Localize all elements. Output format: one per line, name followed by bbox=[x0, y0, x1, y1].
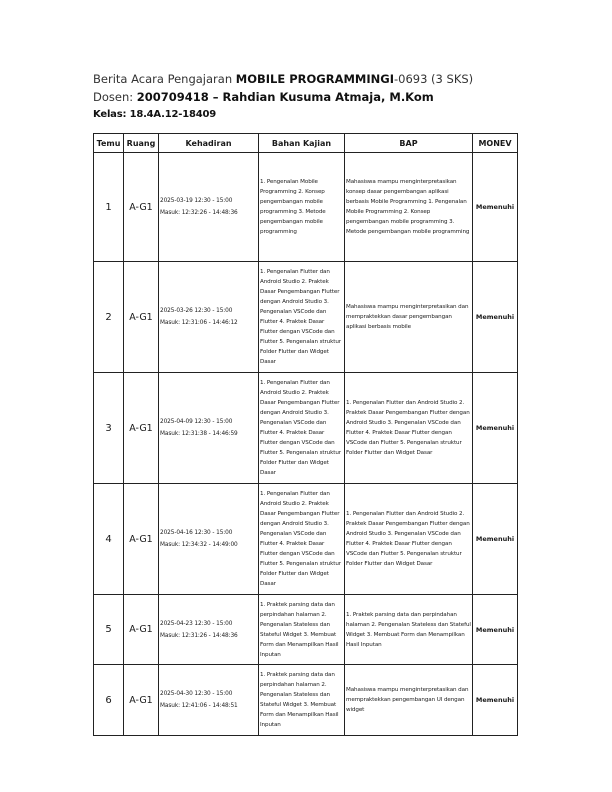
bap-text: Mahasiswa mampu menginterpretasikan dan mempraktekkan dasar pengembangan aplikasi berbasis mobile bbox=[345, 262, 473, 373]
attendance bbox=[159, 262, 259, 373]
bap-text: 1. Pengenalan Flutter dan Android Studio 2. Praktek Dasar Pengembangan Flutter dengan Android Studio 3. Pengenalan VSCode dan Flutter 4. Praktek Dasar Flutter dengan VSCode dan Flutter 5. Pengenalan struktur Folder Flutter dan Widget Dasar bbox=[345, 484, 473, 595]
lecturer-value: 200709418 – Rahdian Kusuma Atmaja, M.Kom bbox=[136, 90, 434, 104]
meeting-number: 4 bbox=[94, 484, 124, 595]
table-row bbox=[94, 262, 518, 373]
check-in-time: Masuk: 12:41:06 - 14:48:51 bbox=[160, 703, 238, 709]
room: A-G1 bbox=[124, 373, 159, 484]
check-in-time: Masuk: 12:31:26 - 14:48:36 bbox=[160, 632, 238, 639]
check-in-time: Masuk: 12:31:38 - 14:46:59 bbox=[160, 431, 238, 437]
schedule-time: 2025-04-16 12:30 - 15:00 bbox=[160, 530, 233, 536]
column-header-temu: Temu bbox=[94, 134, 124, 153]
monev-status: Memenuhi bbox=[473, 153, 518, 262]
room: A-G1 bbox=[124, 484, 159, 595]
study-material: 1. Pengenalan Mobile Programming 2. Konsep pengembangan mobile programming 3. Metode pengembangan mobile programming bbox=[259, 153, 345, 262]
room: A-G1 bbox=[124, 665, 159, 736]
room: A-G1 bbox=[124, 262, 159, 373]
schedule-time: 2025-03-26 12:30 - 15:00 bbox=[160, 308, 233, 314]
meeting-number: 5 bbox=[94, 595, 124, 665]
check-in-time: Masuk: 12:34:32 - 14:49:00 bbox=[160, 542, 238, 548]
course-title-line bbox=[93, 70, 533, 88]
column-header-monev: MONEV bbox=[473, 134, 518, 153]
table-row bbox=[94, 665, 518, 736]
course-title-prefix: Berita Acara Pengajaran bbox=[93, 72, 236, 86]
table-row bbox=[94, 484, 518, 595]
bap-text: 1. Pengenalan Flutter dan Android Studio 2. Praktek Dasar Pengembangan Flutter dengan Android Studio 3. Pengenalan VSCode dan Flutter 4. Praktek Dasar Flutter dengan VSCode dan Flutter 5. Pengenalan struktur Folder Flutter dan Widget Dasar bbox=[345, 373, 473, 484]
room: A-G1 bbox=[124, 595, 159, 665]
table-row bbox=[94, 595, 518, 665]
attendance bbox=[159, 484, 259, 595]
study-material: 1. Praktek parsing data dan perpindahan halaman 2. Pengenalan Stateless dan Stateful Widget 3. Membuat Form dan Menampilkan Hasil Inputan bbox=[259, 595, 345, 665]
column-header-bahan-kajian: Bahan Kajian bbox=[259, 134, 345, 153]
lecturer-label: Dosen: bbox=[93, 90, 137, 104]
monev-status: Memenuhi bbox=[473, 373, 518, 484]
column-header-bap: BAP bbox=[345, 134, 473, 153]
meeting-number: 1 bbox=[94, 153, 124, 262]
lecturer-line bbox=[93, 88, 533, 106]
study-material: 1. Pengenalan Flutter dan Android Studio 2. Praktek Dasar Pengembangan Flutter dengan Android Studio 3. Pengenalan VSCode dan Flutter 4. Praktek Dasar Flutter dengan VSCode dan Flutter 5. Pengenalan struktur Folder Flutter dan Widget Dasar bbox=[259, 262, 345, 373]
table-row bbox=[94, 373, 518, 484]
monev-status: Memenuhi bbox=[473, 595, 518, 665]
meeting-number: 6 bbox=[94, 665, 124, 736]
meeting-number: 2 bbox=[94, 262, 124, 373]
schedule-time: 2025-04-23 12:30 - 15:00 bbox=[160, 620, 233, 627]
attendance bbox=[159, 595, 259, 665]
attendance bbox=[159, 373, 259, 484]
check-in-time: Masuk: 12:31:06 - 14:46:12 bbox=[160, 320, 238, 326]
course-code: -0693 (3 SKS) bbox=[393, 72, 474, 86]
bap-text: Mahasiswa mampu menginterpretasikan dan mempraktekkan pengembangan UI dengan widget bbox=[345, 665, 473, 736]
study-material: 1. Pengenalan Flutter dan Android Studio 2. Praktek Dasar Pengembangan Flutter dengan Android Studio 3. Pengenalan VSCode dan Flutter 4. Praktek Dasar Flutter dengan VSCode dan Flutter 5. Pengenalan struktur Folder Flutter dan Widget Dasar bbox=[259, 373, 345, 484]
class-line: Kelas: 18.4A.12-18409 bbox=[93, 109, 217, 120]
study-material: 1. Pengenalan Flutter dan Android Studio 2. Praktek Dasar Pengembangan Flutter dengan Android Studio 3. Pengenalan VSCode dan Flutter 4. Praktek Dasar Flutter dengan VSCode dan Flutter 5. Pengenalan struktur Folder Flutter dan Widget Dasar bbox=[259, 484, 345, 595]
schedule-time: 2025-04-09 12:30 - 15:00 bbox=[160, 419, 233, 425]
table-header-row bbox=[94, 134, 518, 153]
column-header-ruang: Ruang bbox=[124, 134, 159, 153]
monev-status: Memenuhi bbox=[473, 262, 518, 373]
monev-status: Memenuhi bbox=[473, 665, 518, 736]
bap-text: 1. Praktek parsing data dan perpindahan halaman 2. Pengenalan Stateless dan Stateful Widget 3. Membuat Form dan Menampilkan Hasil Inputan bbox=[345, 595, 473, 665]
table-row bbox=[94, 153, 518, 262]
meeting-number: 3 bbox=[94, 373, 124, 484]
schedule-time: 2025-04-30 12:30 - 15:00 bbox=[160, 691, 233, 697]
room: A-G1 bbox=[124, 153, 159, 262]
bap-text: Mahasiswa mampu menginterpretasikan konsep dasar pengembangan aplikasi berbasis Mobile Programming 1. Pengenalan Mobile Programming 2. Konsep pengembangan mobile programming 3. Metode pengembangan mobile programming bbox=[345, 153, 473, 262]
document-header bbox=[93, 70, 533, 124]
attendance bbox=[159, 665, 259, 736]
column-header-kehadiran: Kehadiran bbox=[159, 134, 259, 153]
schedule-time: 2025-03-19 12:30 - 15:00 bbox=[160, 198, 233, 204]
attendance bbox=[159, 153, 259, 262]
course-name: MOBILE PROGRAMMINGI bbox=[235, 72, 394, 86]
check-in-time: Masuk: 12:32:26 - 14:48:36 bbox=[160, 210, 238, 216]
attendance-table bbox=[93, 133, 518, 736]
study-material: 1. Praktek parsing data dan perpindahan halaman 2. Pengenalan Stateless dan Stateful Widget 3. Membuat Form dan Menampilkan Hasil Inputan bbox=[259, 665, 345, 736]
monev-status: Memenuhi bbox=[473, 484, 518, 595]
